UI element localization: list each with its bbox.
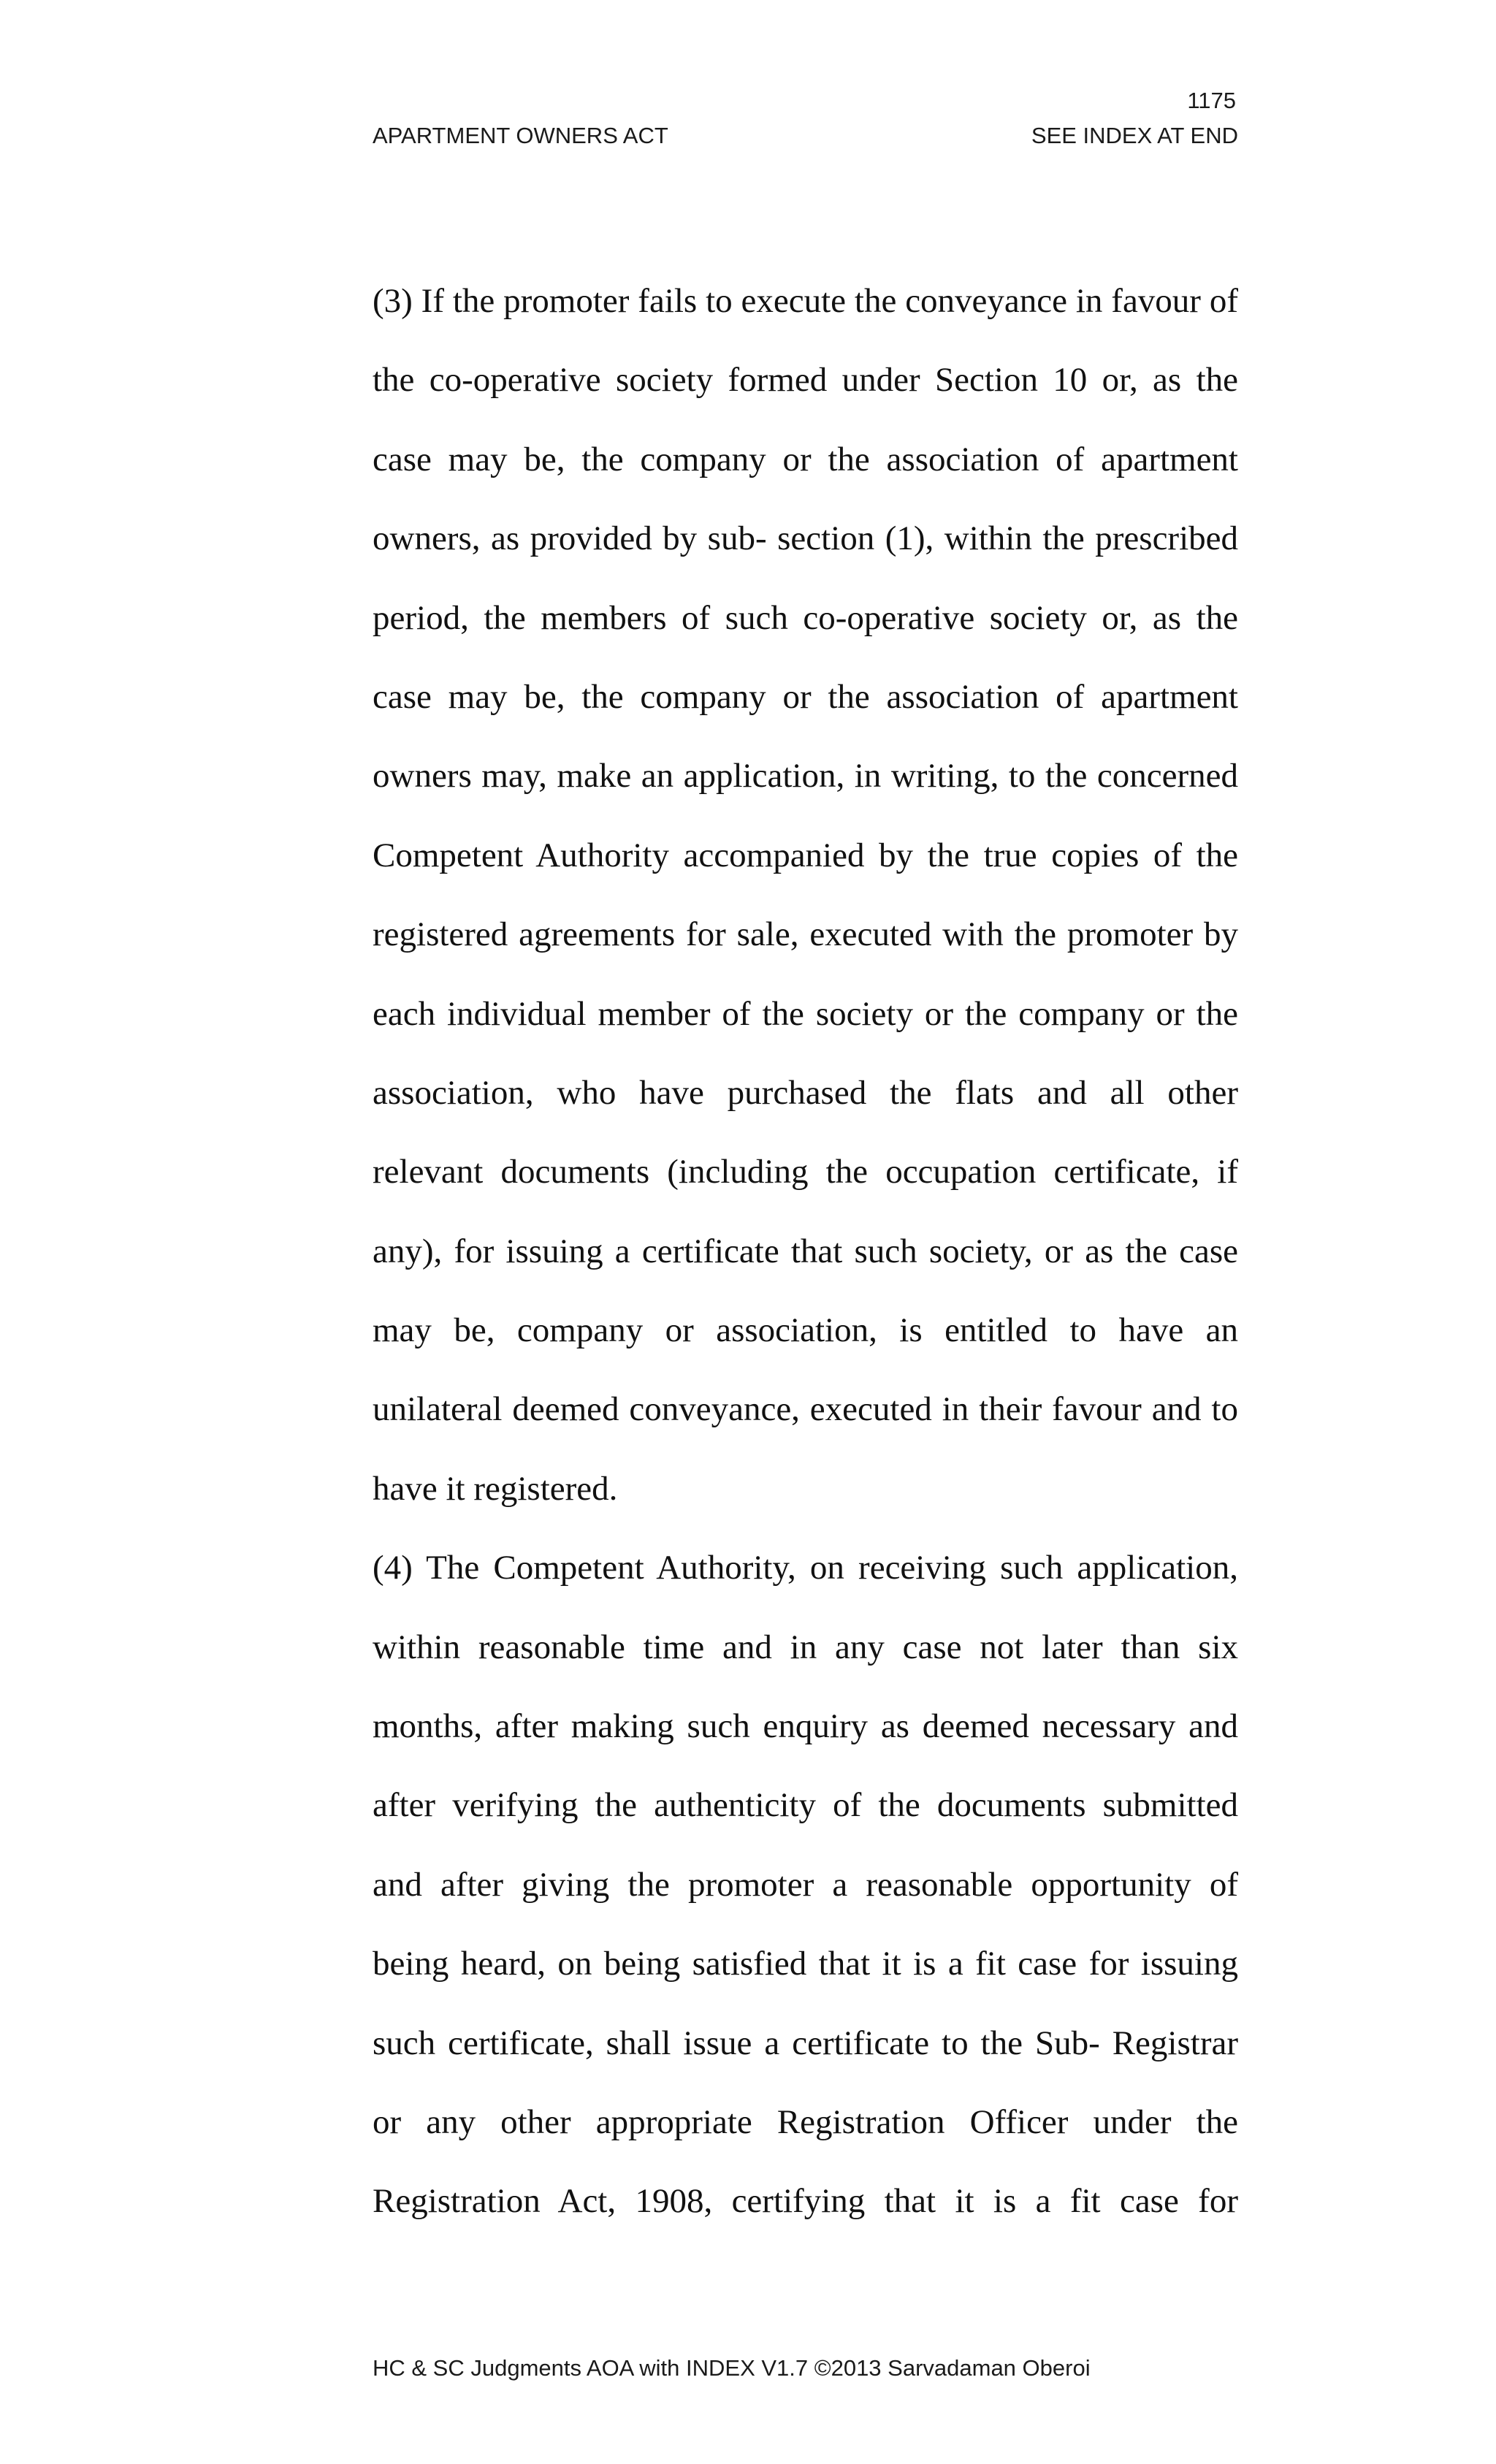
text-line: case may be, the company or the association of apartment <box>373 440 1238 478</box>
text-line: owners, as provided by sub- section (1), within the prescribed <box>373 519 1238 558</box>
text-line: being heard, on being satisfied that it is a fit case for issuing <box>373 1945 1238 1983</box>
running-header <box>373 121 1238 150</box>
text-line: after verifying the authenticity of the documents submitted <box>373 1786 1238 1825</box>
text-line: months, after making such enquiry as deemed necessary and <box>373 1707 1238 1746</box>
text-line: Competent Authority accompanied by the true copies of the <box>373 836 1238 874</box>
text-line: any), for issuing a certificate that such society, or as the case <box>373 1232 1238 1270</box>
text-line: may be, company or association, is entitled to have an <box>373 1311 1238 1350</box>
page-number: 1175 <box>1187 88 1236 113</box>
text-line: (4) The Competent Authority, on receiving such application, <box>373 1549 1238 1587</box>
text-line: or any other appropriate Registration Officer under the <box>373 2102 1238 2141</box>
text-line: and after giving the promoter a reasonable opportunity of <box>373 1865 1238 1904</box>
paragraph-3 <box>373 262 1238 1528</box>
text-line: each individual member of the society or the company or the <box>373 994 1238 1033</box>
text-line: case may be, the company or the association of apartment <box>373 677 1238 716</box>
text-line: such certificate, shall issue a certificate to the Sub- Registrar <box>373 2024 1238 2062</box>
document-body <box>373 262 1238 2241</box>
page-footer: HC & SC Judgments AOA with INDEX V1.7 ©2013 Sarvadaman Oberoi <box>373 2355 1091 2381</box>
text-line: unilateral deemed conveyance, executed in their favour and to <box>373 1390 1238 1429</box>
paragraph-4 <box>373 1528 1238 2241</box>
text-line: association, who have purchased the flats and all other <box>373 1073 1238 1112</box>
header-title: APARTMENT OWNERS ACT <box>373 123 668 148</box>
text-line: registered agreements for sale, executed with the promoter by <box>373 915 1238 954</box>
text-line: period, the members of such co-operative society or, as the <box>373 598 1238 637</box>
text-line: owners may, make an application, in writing, to the concerned <box>373 757 1238 796</box>
text-line: (3) If the promoter fails to execute the conveyance in favour of <box>373 282 1238 320</box>
text-line: within reasonable time and in any case not later than six <box>373 1628 1238 1666</box>
text-line: the co-operative society formed under Section 10 or, as the <box>373 361 1238 400</box>
header-index-note: SEE INDEX AT END <box>1031 123 1238 148</box>
text-line: Registration Act, 1908, certifying that it is a fit case for <box>373 2182 1238 2221</box>
text-line: have it registered. <box>373 1469 618 1508</box>
text-line: relevant documents (including the occupation certificate, if <box>373 1153 1238 1191</box>
